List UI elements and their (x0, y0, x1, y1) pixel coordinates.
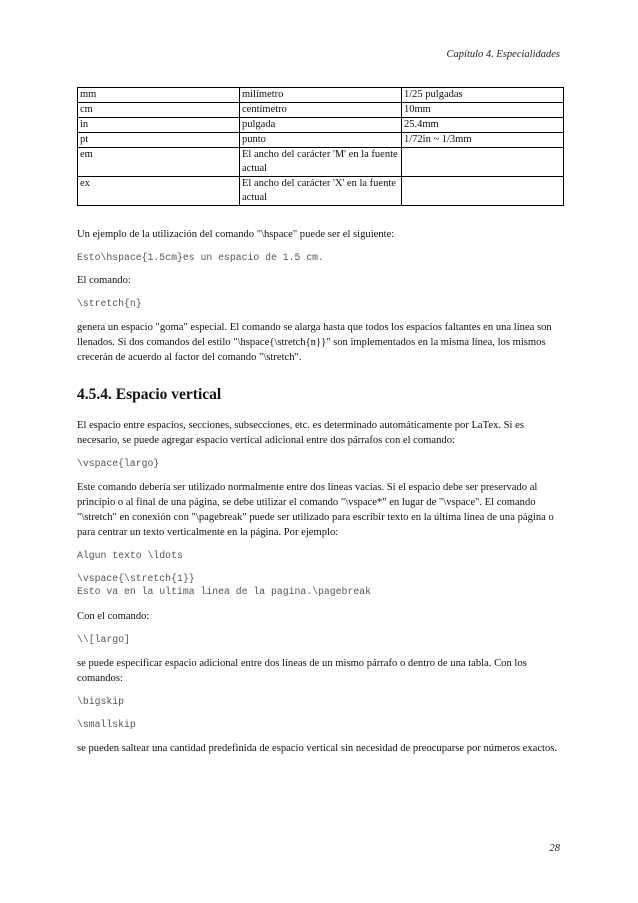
paragraph: Un ejemplo de la utilización del comando "\hspace" puede ser el siguiente: (77, 229, 395, 240)
paragraph: El espacio entre espacios, secciones, subsecciones, etc. es determinado automáticamente por LaTex. Si es necesario, se puede agregar espacio vertical adicional entre dos párrafos con el comando: (77, 420, 524, 446)
units-table-body (78, 88, 564, 206)
code-line: Esto\hspace{1.5cm}es un espacio de 1.5 cm. (77, 252, 324, 263)
table-cell: milímetro (240, 88, 402, 103)
code-line: \smallskip (77, 719, 136, 730)
paragraph: se puede especificar espacio adicional entre dos líneas de un mismo párrafo o dentro de una tabla. Con los comandos: (77, 658, 527, 684)
table-row (78, 103, 564, 118)
table-cell: mm (78, 88, 240, 103)
page-content (77, 227, 564, 756)
running-head: Capítulo 4. Especialidades (446, 49, 560, 60)
code-line: \stretch{n} (77, 298, 142, 309)
paragraph: El comando: (77, 275, 131, 286)
paragraph: se pueden saltear una cantidad predefinida de espacio vertical sin necesidad de preocuparse por números exactos. (77, 743, 558, 754)
code-line: \vspace{largo} (77, 458, 160, 469)
table-cell: ex (78, 177, 240, 206)
code-line: \\[largo] (77, 634, 130, 645)
table-cell: El ancho del carácter 'M' en la fuente actual (240, 148, 402, 177)
table-row (78, 148, 564, 177)
table-cell: pulgada (240, 118, 402, 133)
code-line: Algun texto \ldots (77, 550, 183, 561)
paragraph: genera un espacio "goma" especial. El comando se alarga hasta que todos los espacios faltantes en una línea son llenados. Si dos comandos del estilo "\hspace{\stretch{n}}" son implementados en la misma línea, los mismos crecerán de acuerdo al factor del comando "\stretch". (77, 322, 552, 363)
units-table (77, 87, 564, 206)
paragraph: Con el comando: (77, 611, 150, 622)
table-row (78, 88, 564, 103)
table-cell: in (78, 118, 240, 133)
table-row (78, 118, 564, 133)
page-number: 28 (549, 843, 560, 854)
table-cell: pt (78, 133, 240, 148)
table-cell: 10mm (402, 103, 564, 118)
table-cell: 1/72in ~ 1/3mm (402, 133, 564, 148)
table-cell (402, 177, 564, 206)
table-cell: em (78, 148, 240, 177)
table-cell (402, 148, 564, 177)
table-cell: 25.4mm (402, 118, 564, 133)
table-cell: El ancho del carácter 'X' en la fuente actual (240, 177, 402, 206)
table-row (78, 177, 564, 206)
table-cell: centímetro (240, 103, 402, 118)
code-block: \vspace{\stretch{1}} Esto va en la ultima linea de la pagina.\pagebreak (77, 573, 371, 597)
table-cell: 1/25 pulgadas (402, 88, 564, 103)
table-row (78, 133, 564, 148)
code-line: \bigskip (77, 696, 125, 707)
table-cell: punto (240, 133, 402, 148)
paragraph: Este comando debería ser utilizado normalmente entre dos líneas vacías. Si el espacio debe ser preservado al principio o al final de una página, se debe utilizar el comando "\vspace*" en lugar de "\vspace". El comando "\stretch" en conexión con "\pagebreak" puede ser utilizado para escribir texto en la última línea de una página o para centrar un texto verticalmente en la página. Por ejemplo: (77, 482, 554, 538)
section-title: 4.5.4. Espacio vertical (77, 386, 222, 403)
table-cell: cm (78, 103, 240, 118)
